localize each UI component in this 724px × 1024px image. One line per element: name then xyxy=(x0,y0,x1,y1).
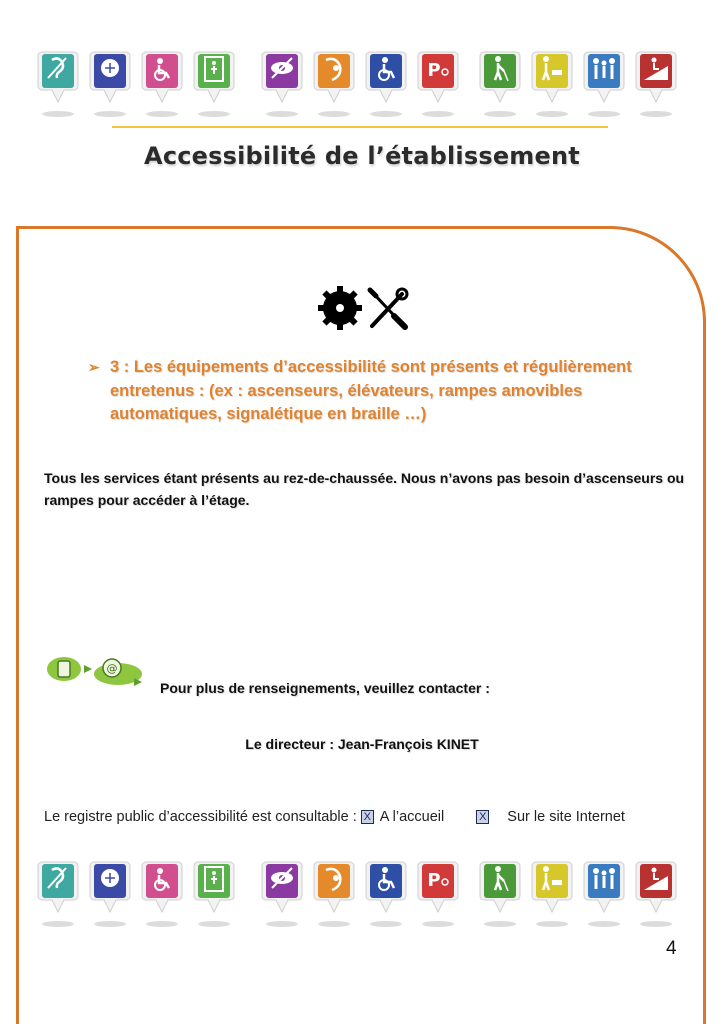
svg-text:P: P xyxy=(427,60,441,81)
contact-intro: Pour plus de renseignements, veuillez contacter : xyxy=(160,680,490,696)
criterion-text: 3 : Les équipements d’accessibilité sont présents et régulièrement entretenus : (ex : ascenseurs, élévateurs, rampes amovibles automatiques, signalétique en braille …) xyxy=(110,358,632,423)
wheelchair-ramp-icon xyxy=(140,858,184,928)
mental-icon xyxy=(88,858,132,928)
registry-option-reception xyxy=(361,809,449,825)
page-title: Accessibilité de l’établissement xyxy=(144,142,580,170)
elevator-icon xyxy=(192,48,236,118)
checkbox: X xyxy=(361,810,374,824)
visual-icon xyxy=(260,48,304,118)
registry-option-label: Sur le site Internet xyxy=(507,809,625,826)
registry-label: Le registre public d’accessibilité est consultable : xyxy=(44,809,357,826)
slope-icon xyxy=(634,48,678,118)
blind-cane-icon xyxy=(478,858,522,928)
parking-icon xyxy=(416,48,460,118)
svg-text:@: @ xyxy=(106,662,118,675)
title-rule xyxy=(112,126,608,128)
cognitive-icon xyxy=(312,48,356,118)
wheelchair-ramp-icon xyxy=(140,48,184,118)
gear-icon xyxy=(318,286,362,330)
wheelchair-icon xyxy=(364,858,408,928)
hearing-icon xyxy=(36,48,80,118)
accessibility-icons-top xyxy=(0,48,724,128)
accessibility-icons-bottom xyxy=(0,858,724,938)
page-number: 4 xyxy=(666,938,677,959)
director-name: Le directeur : Jean-François KINET xyxy=(245,736,479,752)
parking-icon xyxy=(416,858,460,928)
registry-option-website xyxy=(476,809,625,825)
hearing-icon xyxy=(36,858,80,928)
bullet-arrow-icon: ➢ xyxy=(88,359,100,375)
family-icon xyxy=(582,858,626,928)
cognitive-icon xyxy=(312,858,356,928)
elevator-icon xyxy=(192,858,236,928)
visual-icon xyxy=(260,858,304,928)
wheelchair-icon xyxy=(364,48,408,118)
maintenance-tools-icon xyxy=(318,286,410,330)
contact-phone-email-icon xyxy=(46,652,146,692)
blind-cane-icon xyxy=(478,48,522,118)
registry-option-label: A l’accueil xyxy=(379,809,445,826)
guide-dog-icon xyxy=(530,858,574,928)
slope-icon xyxy=(634,858,678,928)
accessibility-statement: Tous les services étant présents au rez-de-chaussée. Nous n’avons pas besoin d’ascenseurs ou rampes pour accéder à l’étage. xyxy=(44,470,685,508)
family-icon xyxy=(582,48,626,118)
svg-text:P: P xyxy=(427,870,441,891)
checkbox: X xyxy=(476,810,489,824)
registry-line xyxy=(44,809,704,825)
mental-icon xyxy=(88,48,132,118)
wrench-screwdriver-icon xyxy=(370,289,407,327)
criterion-item xyxy=(88,356,668,427)
guide-dog-icon xyxy=(530,48,574,118)
